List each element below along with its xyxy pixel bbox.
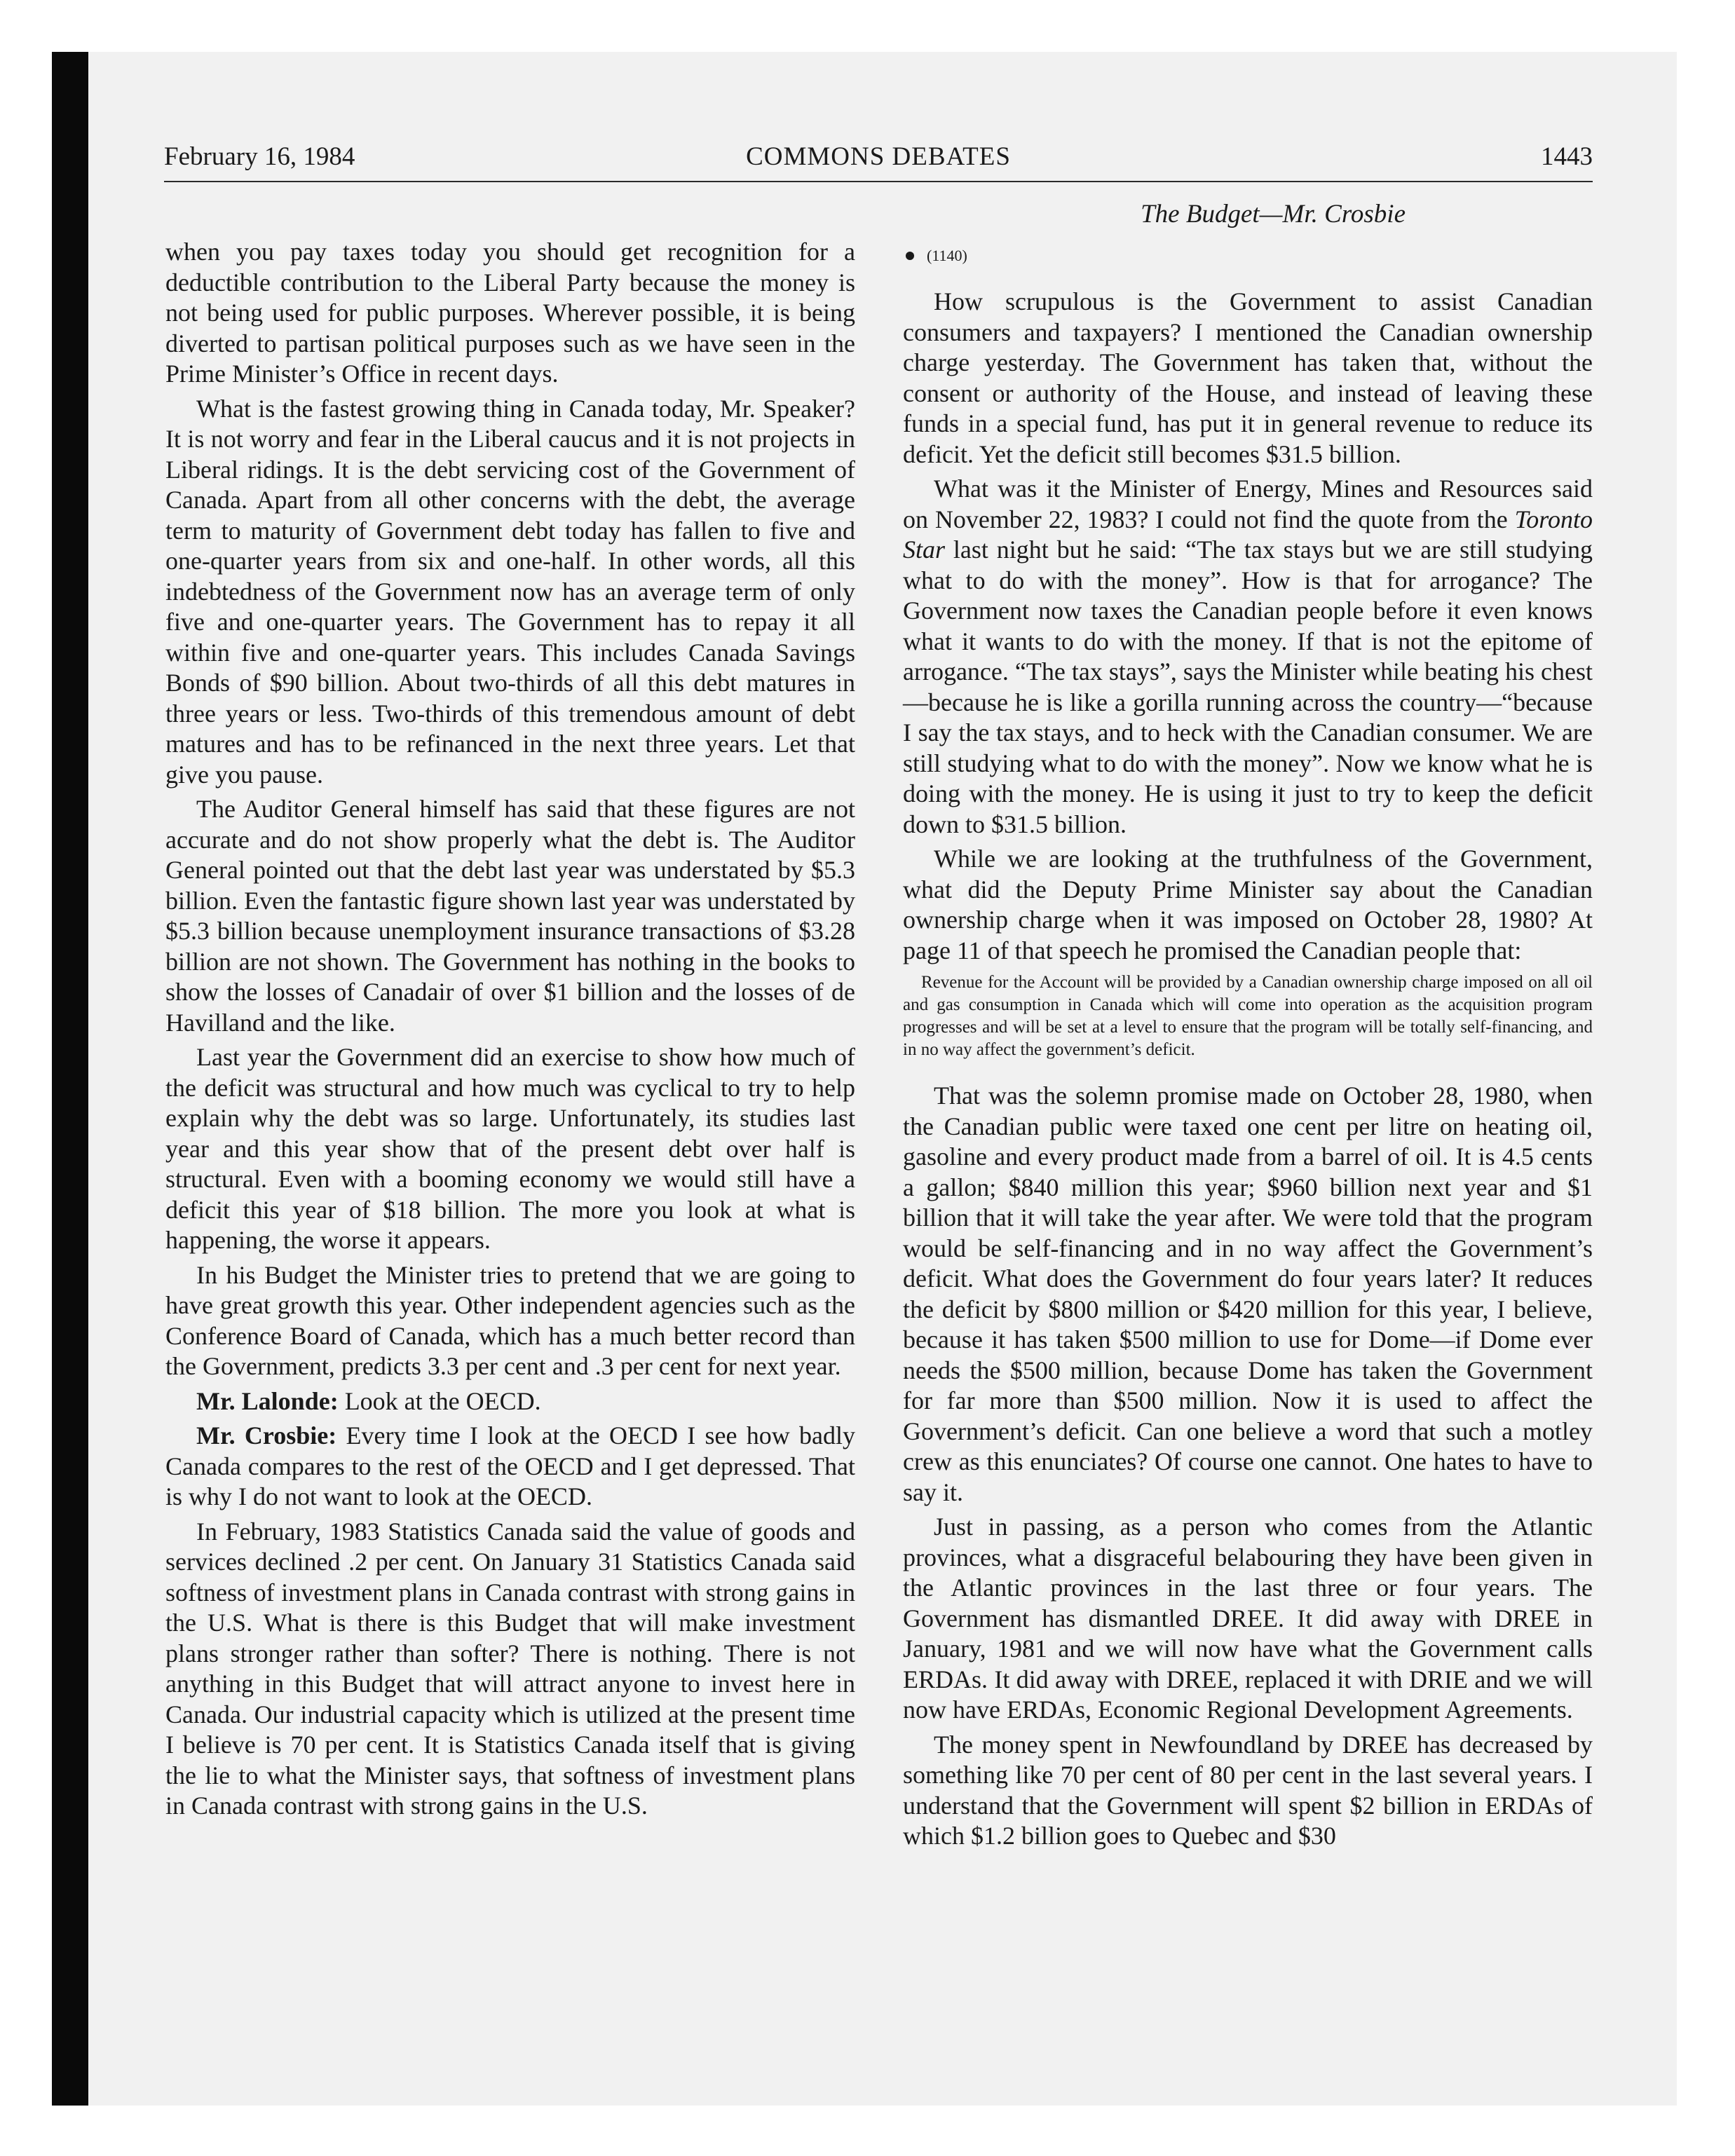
publication-title: COMMONS DEBATES: [746, 142, 1011, 171]
block-quote: Revenue for the Account will be provided by a Canadian ownership charge imposed on all oil and gas consumption in Canada which will come into operation as the acquisition program progresses and will be set at a level to ensure that the program will be totally self-financing, and in no way affect the government’s deficit.: [903, 973, 1593, 1059]
speech-paragraph: [165, 1386, 855, 1417]
time-marker-text: (1140): [927, 247, 967, 264]
paragraph: when you pay taxes today you should get recognition for a deductible contribution to the Liberal Party because the money is not being used for public purposes. Wherever possible, it is being diverted to partisan political purposes such as we have seen in the Prime Minister’s Office in recent days.: [165, 238, 855, 388]
paragraph: How scrupulous is the Government to assist Canadian consumers and taxpayers? I mentioned the Canadian ownership charge yesterday. The Government has taken that, without the consent or authority of the House, and instead of leaving these funds in a special fund, has put it in general revenue to reduce its deficit. Yet the deficit still becomes $31.5 billion.: [903, 287, 1593, 468]
speech-text: Look at the OECD.: [338, 1386, 541, 1415]
paragraph: In his Budget the Minister tries to pretend that we are going to have great growth this year. Other independent agencies such as the Conference Board of Canada, which has a much better record than the Government, predicts 3.3 per cent and .3 per cent for next year.: [165, 1260, 855, 1380]
header-date: February 16, 1984: [164, 142, 355, 171]
running-head: The Budget—Mr. Crosbie: [1141, 200, 1406, 228]
paragraph: The money spent in Newfoundland by DREE has decreased by something like 70 per cent of 80 per cent in the last several years. I understand that the Government will spent $2 billion in ERDAs of which $1.2 billion goes to Quebec and $30: [903, 1730, 1593, 1850]
speaker-name: Mr. Lalonde:: [196, 1386, 339, 1415]
time-marker: [903, 242, 1593, 270]
paragraph: What is the fastest growing thing in Canada today, Mr. Speaker? It is not worry and fear in the Liberal caucus and it is not projects in Liberal ridings. It is the debt servicing cost of the Government of Canada. Apart from all other concerns with the debt, the average term to maturity of Government debt today has fallen to five and one-quarter years from six and one-half. In other words, all this indebtedness of the Government now has an average term of only five and one-quarter years. The Government has to repay it all within five and one-quarter years. This includes Canada Savings Bonds of $90 billion. About two-thirds of all this debt matures in three years or less. Two-thirds of this tremendous amount of debt matures and has to be refinanced in the next three years. Let that give you pause.: [165, 394, 855, 789]
newspaper-title: Toronto Star: [903, 505, 1593, 564]
speech-paragraph: [165, 1421, 855, 1513]
right-column: [903, 242, 1593, 1856]
speech-text: Every time I look at the OECD I see how badly Canada compares to the rest of the OECD and I get depressed. That is why I do not want to look at the OECD.: [165, 1421, 855, 1510]
paragraph: In February, 1983 Statistics Canada said the value of goods and services declined .2 per cent. On January 31 Statistics Canada said softness of investment plans in Canada contrast with strong gains in the U.S. What is there is this Budget that will make investment plans stronger rather than softer? There is nothing. There is not anything in this Budget that will attract anyone to invest here in Canada. Our industrial capacity which is utilized at the present time I believe is 70 per cent. It is Statistics Canada itself that is giving the lie to what the Minister says, that softness of investment plans in Canada contrast with strong gains in the U.S.: [165, 1517, 855, 1820]
paragraph: While we are looking at the truthfulness of the Government, what did the Deputy Prime Minister say about the Canadian ownership charge when it was imposed on October 28, 1980? At page 11 of that speech he promised the Canadian people that:: [903, 845, 1593, 964]
scan-binding-edge: [52, 52, 88, 2106]
paragraph: Just in passing, as a person who comes from the Atlantic provinces, what a disgraceful belabouring they have been given in the Atlantic provinces in the last three or four years. The Government has dismantled DREE. It did away with DREE in January, 1981 and we will now have what the Government calls ERDAs. It did away with DREE, replaced it with DRIE and we will now have ERDAs, Economic Regional Development Agreements.: [903, 1513, 1593, 1724]
paragraph-text: What was it the Minister of Energy, Mines and Resources said on November 22, 1983? I could not find the quote from the: [903, 475, 1593, 533]
page-header: [164, 140, 1593, 181]
paragraph-text: last night but he said: “The tax stays but we are still studying what to do with the money”. How is that for arrogance? The Government now taxes the Canadian people before it even knows what it wants to do with the money. If that is not the epitome of arrogance. “The tax stays”, says the Minister while beating his chest—because he is like a gorilla running across the country—“because I say the tax stays, and to heck with the Canadian consumer. We are still studying what to do with the money”. Now we know what he is doing with the money. He is using it just to try to keep the deficit down to $31.5 billion.: [903, 535, 1593, 838]
header-rule: [164, 181, 1593, 182]
bullet-icon: [906, 252, 914, 260]
paragraph: Last year the Government did an exercise to show how much of the deficit was structural and how much was cyclical to try to help explain why the debt was so large. Unfortunately, its studies last year and this year show that of the present debt over half is structural. Even with a booming economy we would still have a deficit this year of $18 billion. The more you look at what is happening, the worse it appears.: [165, 1043, 855, 1254]
paragraph: [903, 474, 1593, 840]
page-number: 1443: [1541, 142, 1593, 171]
paragraph: The Auditor General himself has said that these figures are not accurate and do not show properly what the debt is. The Auditor General pointed out that the debt last year was understated by $5.3 billion. Even the fantastic figure shown last year was understated by $5.3 billion because unemployment insurance transactions of $3.28 billion are not shown. The Government has nothing in the books to show the losses of Canadair of over $1 billion and the losses of de Havilland and the like.: [165, 795, 855, 1037]
left-column: [165, 237, 855, 1826]
speaker-name: Mr. Crosbie:: [196, 1421, 337, 1449]
paragraph: That was the solemn promise made on October 28, 1980, when the Canadian public were taxed one cent per litre on heating oil, gasoline and every product made from a barrel of oil. It is 4.5 cents a gallon; $840 million this year; $960 billion next year and $1 billion that it will take the year after. We were told that the program would be self-financing and in no way affect the Government’s deficit. What does the Government do four years later? It reduces the deficit by $800 million or $420 million for this year, I believe, because it has taken $500 million to use for Dome—if Dome ever needs the $500 million, because Dome has taken the Government for far more than $500 million. Now it is used to affect the Government’s deficit. Can one believe a word that such a motley crew as this enunciates? Of course one cannot. One hates to have to say it.: [903, 1082, 1593, 1506]
